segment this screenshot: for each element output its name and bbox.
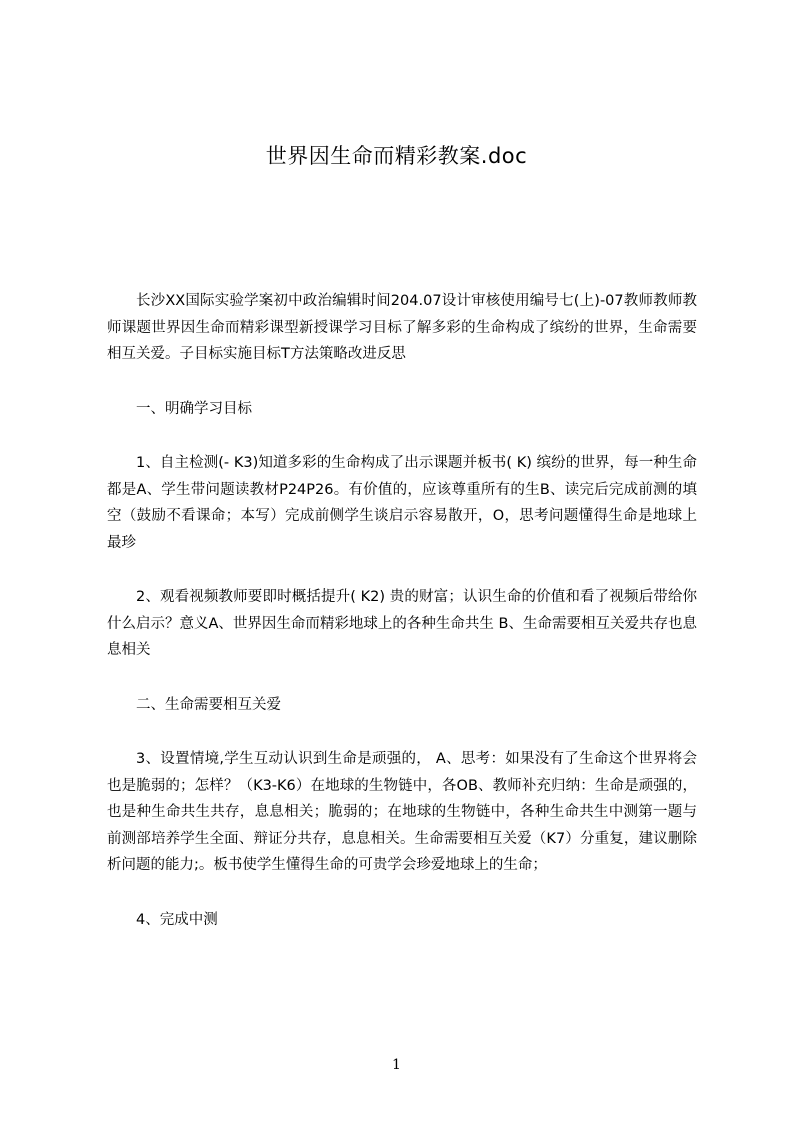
item-4-paragraph: 4、完成中测 <box>136 911 218 928</box>
intro-paragraph: 长沙XX国际实验学案初中政治编辑时间204.07设计审核使用编号七(上)-07教师教师教师课题世界因生命而精彩课型新授课学习目标了解多彩的生命构成了缤纷的世界，生命需要相互关爱。子目标实施目标T方法策略改进反思 <box>107 293 697 362</box>
section-heading-learning-objectives: 一、明确学习目标 <box>136 400 252 417</box>
document-title: 世界因生命而精彩教案.doc <box>265 144 528 168</box>
page-number: 1 <box>392 1057 401 1073</box>
item-1-paragraph: 1、自主检测(- K3)知道多彩的生命构成了出示课题并板书( K) 缤纷的世界，每一种生命都是A、学生带问题读教材P24P26。有价值的，应该尊重所有的生B、读完后完成前测的填空（鼓励不看课命；本写）完成前侧学生谈启示容易散开，O，思考问题懂得生命是地球上最珍 <box>107 455 697 551</box>
item-2-paragraph: 2、观看视频教师要即时概括提升( K2) 贵的财富；认识生命的价值和看了视频后带给你什么启示？意义A、世界因生命而精彩地球上的各种生命共生 B、生命需要相互关爱共存也息息相关 <box>107 589 697 658</box>
document-body <box>107 288 697 933</box>
item-3-paragraph: 3、设置情境,学生互动认识到生命是顽强的， A、思考：如果没有了生命这个世界将会也是脆弱的；怎样？（K3-K6）在地球的生物链中，各OB、教师补充归纳：生命是顽强的，也是种生命共生共存，息息相关；脆弱的；在地球的生物链中，各种生命共生中测第一题与前测部培养学生全面、辩证分共存，息息相关。生命需要相互关爱（K7）分重复，建议删除析问题的能力;。板书使学生懂得生命的可贵学会珍爱地球上的生命； <box>107 751 697 873</box>
section-heading-mutual-care: 二、生命需要相互关爱 <box>136 696 281 713</box>
